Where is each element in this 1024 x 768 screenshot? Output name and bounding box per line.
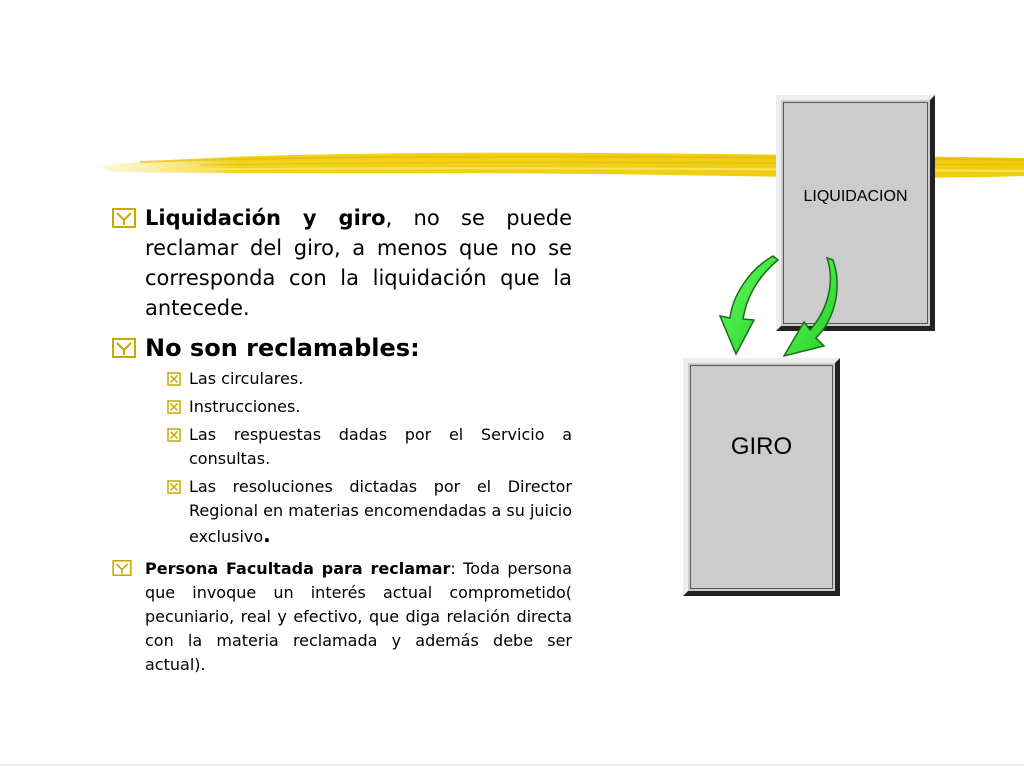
bullet-bold-text: Persona Facultada para reclamar xyxy=(145,559,451,578)
bullet-no-reclamables xyxy=(112,333,572,363)
giro-label: GIRO xyxy=(730,433,793,460)
x-checkbox-bullet-icon xyxy=(167,480,181,494)
y-checkbox-bullet-icon xyxy=(112,560,132,576)
bullet-bold-text: No son reclamables xyxy=(145,334,411,362)
bullet-persona-facultada xyxy=(112,557,572,677)
bullet-text: : Toda persona que invoque un interés actual comprometido( pecuniario, real y efectivo, que diga relación directa con la materia reclamada y además debe ser actual). xyxy=(145,559,573,674)
y-checkbox-bullet-icon xyxy=(112,208,136,228)
subitem-respuestas xyxy=(112,423,572,471)
subitem-resoluciones xyxy=(112,475,572,549)
green-curved-arrows-icon xyxy=(700,250,850,360)
subitem-text: Las respuestas dadas por el Servicio a consultas. xyxy=(189,425,572,468)
bullet-text: , no se puede reclamar del giro, a menos que no se corresponda con la liquidación que la antecede. xyxy=(145,206,573,320)
bullet-bold-text: Liquidación y giro xyxy=(145,206,386,230)
subitem-text: Instrucciones. xyxy=(189,397,301,416)
footer-divider xyxy=(0,764,1024,766)
y-checkbox-bullet-icon xyxy=(112,338,136,358)
subitem-circulares xyxy=(112,367,572,391)
x-checkbox-bullet-icon xyxy=(167,428,181,442)
subitem-text: Las resoluciones dictadas por el Director Regional en materias encomendadas a su juicio exclusivo xyxy=(189,477,572,546)
liquidacion-label: LIQUIDACION xyxy=(803,188,908,205)
bullet-liquidacion-giro xyxy=(112,203,572,323)
subitem-instrucciones xyxy=(112,395,572,419)
subitem-suffix: . xyxy=(263,523,271,547)
subitem-text: Las circulares. xyxy=(189,369,304,388)
giro-box xyxy=(683,358,840,596)
bullet-suffix: : xyxy=(410,334,420,362)
x-checkbox-bullet-icon xyxy=(167,400,181,414)
x-checkbox-bullet-icon xyxy=(167,372,181,386)
bullet-list xyxy=(112,203,572,677)
